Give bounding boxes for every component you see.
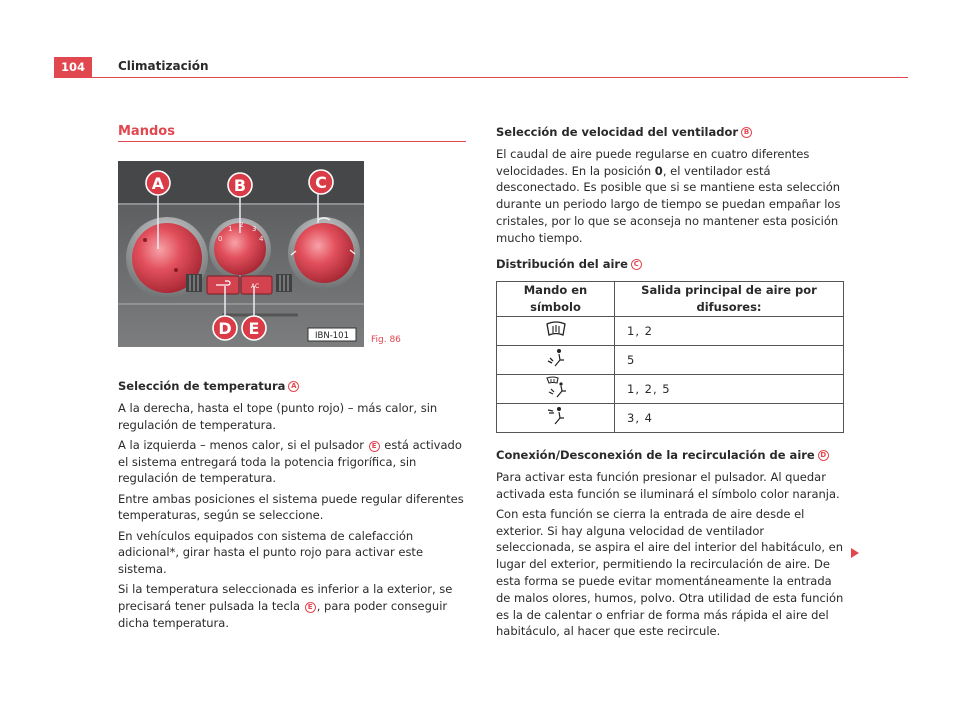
badge-d: D bbox=[818, 450, 829, 461]
table-cell-value: 1, 2 bbox=[615, 316, 844, 345]
temp-paragraph-1: A la derecha, hasta el tope (punto rojo) – más calor, sin regulación de temperatura. bbox=[118, 400, 438, 432]
continue-arrow-icon bbox=[851, 548, 859, 558]
header-rule bbox=[54, 77, 908, 78]
temperature-heading: Selección de temperatura A bbox=[118, 378, 466, 395]
table-cell-value: 3, 4 bbox=[615, 403, 844, 432]
footwell-icon bbox=[545, 348, 567, 368]
table-cell-value: 1, 2, 5 bbox=[615, 374, 844, 403]
table-header-row bbox=[497, 282, 844, 317]
running-header: Climatización bbox=[118, 59, 209, 73]
callout-a bbox=[146, 171, 170, 195]
recirculation-heading: Conexión/Desconexión de la recirculación de aire D bbox=[496, 447, 844, 464]
fan-speed-1: 1 bbox=[228, 225, 233, 233]
table-row bbox=[497, 403, 844, 432]
ac-button-label: AC bbox=[251, 283, 260, 290]
temp-paragraph-2: A la izquierda – menos calor, si el pulsador E está activado el sistema entregará toda la potencia frigorífica, sin regulación de temperatura. bbox=[118, 437, 462, 486]
badge-c: C bbox=[631, 259, 642, 270]
recirc-paragraph-1: Para activar esta función presionar el pulsador. Al quedar activada esta función se iluminará el símbolo color naranja. bbox=[496, 469, 840, 501]
svg-text:C: C bbox=[315, 173, 327, 192]
badge-e: E bbox=[369, 441, 380, 452]
fan-paragraph: El caudal de aire puede regularse en cuatro diferentes velocidades. En la posición 0, el ventilador está desconectado. Es posible que si se mantiene esta selección durante un periodo largo de tiempo se puedan empañar los cristales, por lo que se aconseja no mantener esta posición mucho tiempo. bbox=[496, 146, 841, 245]
right-column bbox=[496, 124, 844, 644]
table-cell-value: 5 bbox=[615, 345, 844, 374]
table-header-outlet: Salida principal de aire por difusores: bbox=[615, 282, 844, 317]
temp-paragraph-5: Si la temperatura seleccionada es inferior a la exterior, se precisará tener pulsada la tecla E , para poder conseguir dicha temperatura. bbox=[118, 582, 453, 630]
badge-b: B bbox=[741, 127, 752, 138]
distribution-table bbox=[496, 281, 844, 433]
callout-d bbox=[213, 316, 237, 340]
temp-paragraph-3: Entre ambas posiciones el sistema puede regular diferentes temperaturas, según se seleccione. bbox=[118, 491, 464, 523]
callout-b bbox=[228, 173, 252, 197]
fan-speed-4: 4 bbox=[259, 235, 264, 243]
windshield-defrost-icon bbox=[545, 320, 567, 338]
fan-speed-0: 0 bbox=[218, 235, 223, 243]
section-rule bbox=[118, 141, 466, 142]
callout-e bbox=[242, 316, 266, 340]
svg-text:B: B bbox=[233, 176, 247, 195]
section-title: Mandos bbox=[118, 124, 175, 139]
badge-a: A bbox=[288, 381, 299, 392]
fan-heading: Selección de velocidad del ventilador B bbox=[496, 124, 844, 141]
svg-text:D: D bbox=[218, 319, 232, 338]
fan-speed-3: 3 bbox=[252, 225, 257, 233]
right-vent-grille bbox=[276, 274, 292, 292]
recirc-paragraph-2: Con esta función se cierra la entrada de aire desde el exterior. Si hay alguna velocidad de ventilador seleccionada, se aspira el aire del interior del habitáculo, en lugar del exterior, permitiendo la recirculación de aire. De esta forma se puede evitar momentáneamente la entrada de malos olores, humos, polvo. Otra utilidad de esta función es la de calentar o enfriar de forma más rápida el aire del habitáculo, al hacer que este recircule. bbox=[496, 506, 844, 639]
distribution-heading: Distribución del aire C bbox=[496, 256, 844, 273]
svg-text:A: A bbox=[151, 174, 165, 193]
table-row bbox=[497, 345, 844, 374]
badge-e-2: E bbox=[305, 602, 316, 613]
left-column bbox=[118, 378, 466, 635]
table-row bbox=[497, 316, 844, 345]
svg-text:E: E bbox=[248, 319, 260, 338]
callout-c bbox=[309, 170, 333, 194]
fan-speed-2: 2 bbox=[239, 221, 244, 229]
table-header-symbol: Mando en símbolo bbox=[497, 282, 615, 317]
temp-paragraph-4: En vehículos equipados con sistema de calefacción adicional*, girar hasta el punto rojo para activar este sistema. bbox=[118, 528, 424, 577]
climate-control-figure bbox=[118, 161, 364, 347]
table-row bbox=[497, 374, 844, 403]
windshield-footwell-icon bbox=[544, 376, 568, 398]
face-vent-icon bbox=[545, 406, 567, 426]
figure-code: IBN-101 bbox=[315, 331, 349, 341]
page-number: 104 bbox=[54, 57, 92, 77]
figure-caption: Fig. 86 bbox=[371, 335, 401, 345]
left-vent-grille bbox=[186, 274, 202, 292]
